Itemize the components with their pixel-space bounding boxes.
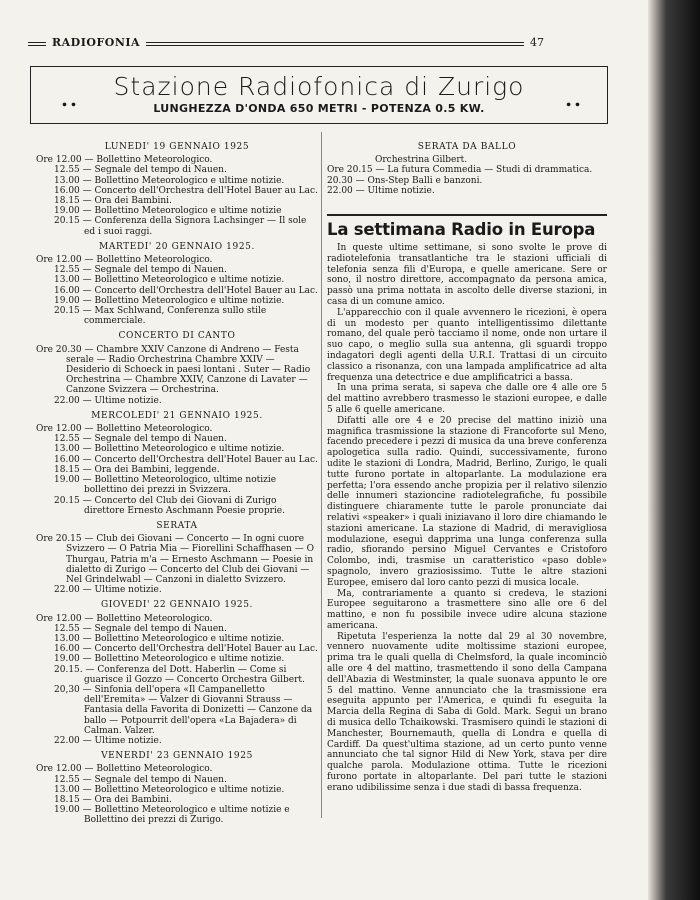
article-body <box>327 243 607 794</box>
banner-dots-left: .. <box>61 87 79 111</box>
station-banner <box>30 66 608 124</box>
serata-da-ballo-block <box>327 137 607 196</box>
schedule-entry: 12.55 — Segnale del tempo di Nauen. <box>54 265 227 276</box>
article-paragraph: Ma, contrariamente a quanto si credeva, le stazioni Europee seguitarono a trasmettere sino alle ore 6 del mattino, e non fu possibile invece udire alcuna stazione americana. <box>327 588 607 631</box>
schedule-entry: 13.00 — Bollettino Meteorologico e ultime notizie. <box>54 275 285 286</box>
day-heading: SERATA <box>156 520 198 531</box>
banner-subtitle: LUNGHEZZA D'ONDA 650 METRI - POTENZA 0.5 KW. <box>153 102 485 115</box>
schedule-entry: 13.00 — Bollettino Meteorologico e ultime notizie. <box>54 633 285 644</box>
schedule-entry: 22.00 — Ultime notizie. <box>54 395 162 406</box>
schedule-entry: Ore 20.15 — La futura Commedia — Studi di drammatica. <box>327 165 593 176</box>
program-schedule-column <box>36 137 318 826</box>
schedule-entry: 12.55 — Segnale del tempo di Nauen. <box>54 165 227 176</box>
schedule-entry: 16.00 — Concerto dell'Orchestra dell'Hotel Bauer au Lac. <box>54 454 318 465</box>
schedule-entry: 20.15. — Conferenza del Dott. Haberlin — Come si guarisce il Gozzo — Concerto Orchestra Gilbert. <box>54 664 305 685</box>
schedule-entry: 16.00 — Concerto dell'Orchestra dell'Hotel Bauer au Lac. <box>54 285 318 296</box>
schedule-entry: 13.00 — Bollettino Meteorologico e ultime notizie. <box>54 444 285 455</box>
page-number: 47 <box>524 36 544 49</box>
schedule-entry: 18.15 — Ora dei Bambini. <box>54 196 172 207</box>
schedule-entry: 18.15 — Ora dei Bambini, leggende. <box>54 464 220 475</box>
schedule-entry: Orchestrina Gilbert. <box>375 155 468 166</box>
schedule-entry: Ore 20.30 — Chambre XXIV Canzone di Andreno — Festa serale — Radio Orchestrina Chambre XXIV — Desiderio di Schoeck in paesi lontani . Suter — Radio Orchestrina — Chambre XXIV, Canzone di Lavater — Canzone Svizzera — Orchestrina. <box>36 344 311 396</box>
page-edge-shadow <box>648 0 700 900</box>
schedule-entry: 20.15 — Concerto del Club dei Giovani di Zurigo direttore Ernesto Aschmann Poesie proprie. <box>54 495 285 516</box>
schedule-entry: Ore 20.15 — Club dei Giovani — Concerto — In ogni cuore Svizzero — O Patria Mia — Fiorellini Schaffhasen — O Thurgau, Patria m'a — Ernesto Aschmann — Poesie in dialetto di Zurigo — Concerto del Club dei Giovani — Nel Grindelwabl — Canzoni in dialetto Svizzero. <box>36 534 314 585</box>
schedule-entry: 19.00 — Bollettino Meteorologico e ultime notizie <box>54 206 282 217</box>
day-heading: MARTEDI' 20 GENNAIO 1925. <box>99 241 255 252</box>
banner-title: Stazione Radiofonica di Zurigo <box>113 72 525 101</box>
day-heading: LUNEDI' 19 GENNAIO 1925 <box>104 142 250 152</box>
schedule-entry: 19.00 — Bollettino Meteorologico e ultime notizie. <box>54 295 285 306</box>
article-paragraph: In una prima serata, si sapeva che dalle ore 4 alle ore 5 del mattino avrebbero trasmesso le stazioni europee, e dalle 5 alle 6 quelle americane. <box>327 383 607 415</box>
schedule-entry: Ore 12.00 — Bollettino Meteorologico. <box>36 764 213 775</box>
day-heading: MERCOLEDI' 21 GENNAIO 1925. <box>91 410 263 421</box>
block-heading: SERATA DA BALLO <box>417 142 517 152</box>
schedule-entry: 20.30 — Ons-Step Balli e banzoni. <box>327 175 483 186</box>
article-paragraph: Difatti alle ore 4 e 20 precise del mattino iniziò una magnifica trasmissione la stazione di Francoforte sul Meno, facendo precedere i pezzi di musica da una breve conferenza apologetica sulla radio. Quindi, successivamente, furono udite le stazioni di Londra, Madrid, Berlino, Zurigo, le quali tutte furono portate in altoparlante. La modulazione era perfetta; l'ora essendo anche propizia per il relativo silenzio delle innumeri stazioncine radiotelegrafiche, fu possibile distinguere chiaramente tutte le parole pronunciate dai relativi «speaker» i quali iniziavano il loro dire chiamando le stazioni americane. La stazione di Madrid, di meravigliosa modulazione, eseguì dapprima una lunga conferenza sulla radio, sfiorando persino Miguel Cervantes e Cristoforo Colombo, indi, trasmise un caratteristico «paso doble» spagnolo, invero graziosissimo. Tutte le altre stazioni Europee, emisero dal loro canto pezzi di musica locale. <box>327 415 607 588</box>
schedule-entry: 13.00 — Bollettino Meteorologico e ultime notizie. <box>54 784 285 795</box>
schedule-entry: 16.00 — Concerto dell'Orchestra dell'Hotel Bauer au Lac. <box>54 185 318 196</box>
schedule-entry: 22.00 — Ultime notizie. <box>54 735 162 746</box>
schedule-entry: 19.00 — Bollettino Meteorologico e ultime notizie e Bollettino dei prezzi di Zurigo. <box>54 805 290 826</box>
day-heading: GIOVEDI' 22 GENNAIO 1925. <box>100 600 254 611</box>
schedule-entry: 22.00 — Ultime notizie. <box>327 185 435 196</box>
schedule-entry: 12.55 — Segnale del tempo di Nauen. <box>54 774 227 785</box>
schedule-entry: 20.15 — Conferenza della Signora Lachsinger — Il sole ed i suoi raggi. <box>54 216 307 237</box>
schedule-entry: 19.00 — Bollettino Meteorologico e ultime notizie. <box>54 654 285 665</box>
schedule-entry: 16.00 — Concerto dell'Orchestra dell'Hotel Bauer au Lac. <box>54 644 318 655</box>
schedule-entry: 20,30 — Sinfonia dell'opera «Il Campanelletto dell'Eremita» — Valzer di Giovanni Strauss — Fantasia della Favorita di Donizetti — Canzone da ballo — Potpourrit dell'opera «La Bajadera» di Calman. Valzer. <box>54 684 313 736</box>
schedule-entry: 20.15 — Max Schlwand, Conferenza sullo stile commerciale. <box>54 306 267 327</box>
article-paragraph: Ripetuta l'esperienza la notte dal 29 al 30 novembre, vennero nuovamente udite moltissime stazioni europee, prima tra le quali quella di Chelmsford, la quale incominciò alle ore 4 del mattino, trasmettendo il sono della Campana dell'Abazia di Westminster, la quale suonava appunto le ore 5 del mattino. Venne annunciato che la trasmissione era eseguita appunto per l'America, e quindi fu eseguita la Marcia della Regina di Saba di Gold. Mark. Seguì un brano di musica dello Tchaikowski. Trasmisero quindi le stazioni di Manchester, Bournemauth, quella di Londra e quella di Cardiff. Da quest'ultima stazione, ad un certo punto venne annunciato che tal signor Hild di New York, stava per dire qualche parola. Modulazione ottima. Tutte le ricezioni furono portate in altoparlante. Del pari tutte le stazioni erano udibilissime senza i due stadi di bassa frequenza. <box>327 631 607 793</box>
schedule-entry: Ore 12.00 — Bollettino Meteorologico. <box>36 424 213 435</box>
schedule-entry: Ore 12.00 — Bollettino Meteorologico. <box>36 155 213 166</box>
schedule-entry: 12.55 — Segnale del tempo di Nauen. <box>54 434 227 445</box>
schedule-entry: 12.55 — Segnale del tempo di Nauen. <box>54 623 227 634</box>
banner-dots-right: .. <box>565 87 583 111</box>
article <box>327 214 607 794</box>
article-title: La settimana Radio in Europa <box>327 220 596 239</box>
magazine-name: RADIOFONIA <box>46 36 146 49</box>
page-header <box>28 36 544 52</box>
column-divider <box>321 132 322 818</box>
article-top-rule <box>327 214 607 216</box>
schedule-entry: 18.15 — Ora dei Bambini. <box>54 794 172 805</box>
schedule-entry: Ore 12.00 — Bollettino Meteorologico. <box>36 613 213 624</box>
schedule-entry: 19.00 — Bollettino Meteorologico, ultime notizie bollettino dei prezzi in Svizzera. <box>54 475 277 496</box>
day-heading: VENERDI' 23 GENNAIO 1925 <box>101 751 253 762</box>
schedule-entry: 13.00 — Bollettino Meteorologico e ultime notizie. <box>54 175 285 186</box>
schedule-entry: Ore 12.00 — Bollettino Meteorologico. <box>36 255 213 266</box>
article-paragraph: In queste ultime settimane, si sono svolte le prove di radiotelefonia transatlantiche tra le stazioni ufficiali di telefonia senza fili d'Europa, e quelle americane. Sere or sono, il nostro direttore, accompagnato da persona amica, passò una prima nottata in ascolto delle diverse stazioni, in casa di un comune amico. <box>327 243 607 307</box>
day-heading: CONCERTO DI CANTO <box>118 331 236 342</box>
article-paragraph: L'apparecchio con il quale avvennero le ricezioni, è opera di un modesto per quanto intelligentissimo dilettante romano, del quale però tacciamo il nome, onde non urtare il suo capo, o meglio sulla sua antenna, gli sguardi troppo indagatori degli agenti della U.R.I. Trattasi di un circuito classico a risonanza, con una lampada amplificatrice ad alta frequenza una detectrice e due amplificatrici a bassa. <box>327 307 607 383</box>
schedule-entry: 22.00 — Ultime notizie. <box>54 585 162 596</box>
